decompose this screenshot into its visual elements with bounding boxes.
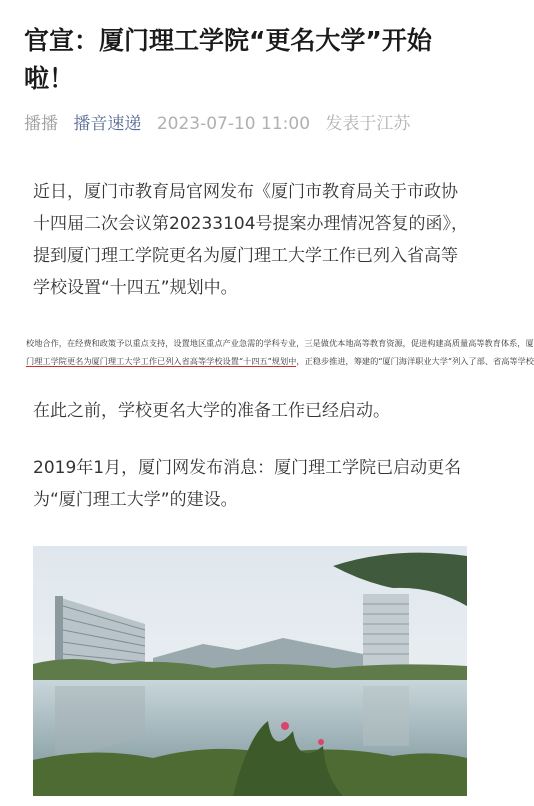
paragraph-preparation: 在此之前，学校更名大学的准备工作已经启动。 (33, 401, 390, 421)
publish-date: 2023-07-10 11:00 (156, 114, 311, 134)
article-meta (24, 112, 484, 136)
campus-photo (33, 546, 467, 796)
account-name-link[interactable]: 播音速递 (73, 114, 142, 134)
campus-illustration (33, 546, 467, 796)
paragraph-intro: 近日，厦门市教育局官网发布《厦门市教育局关于市政协十四届二次会议第20233104号提案办理情况答复的函》，提到厦门理工学院更名为厦门理工大学工作已列入省高等学校设置“十四五”规划中。 (33, 182, 469, 298)
document-clipping (26, 334, 534, 374)
clipping-underlined-text: 门理工学院更名为厦门理工大学工作已列入省高等学校设置“十四五”规划中 (26, 356, 297, 366)
clipping-line-1: 校地合作，在经费和政策予以重点支持，设置地区重点产业急需的学科专业，三是做优本地高等教育资源，促进构建高质量高等教育体系，厦 (26, 338, 534, 348)
paragraph-2019: 2019年1月，厦门网发布消息：厦门理工学院已启动更名为“厦门理工大学”的建设。 (33, 458, 462, 510)
author-name[interactable]: 播播 (24, 114, 58, 134)
clipping-line-2-rest: ，正稳步推进，筹建的“厦门海洋职业大学”列入了部、省高等学校 (296, 356, 534, 366)
article-title: 官宣：厦门理工学院“更名大学”开始啦！ (24, 26, 432, 93)
publish-location: 发表于江苏 (325, 114, 411, 134)
clipping-line-2 (26, 352, 534, 370)
